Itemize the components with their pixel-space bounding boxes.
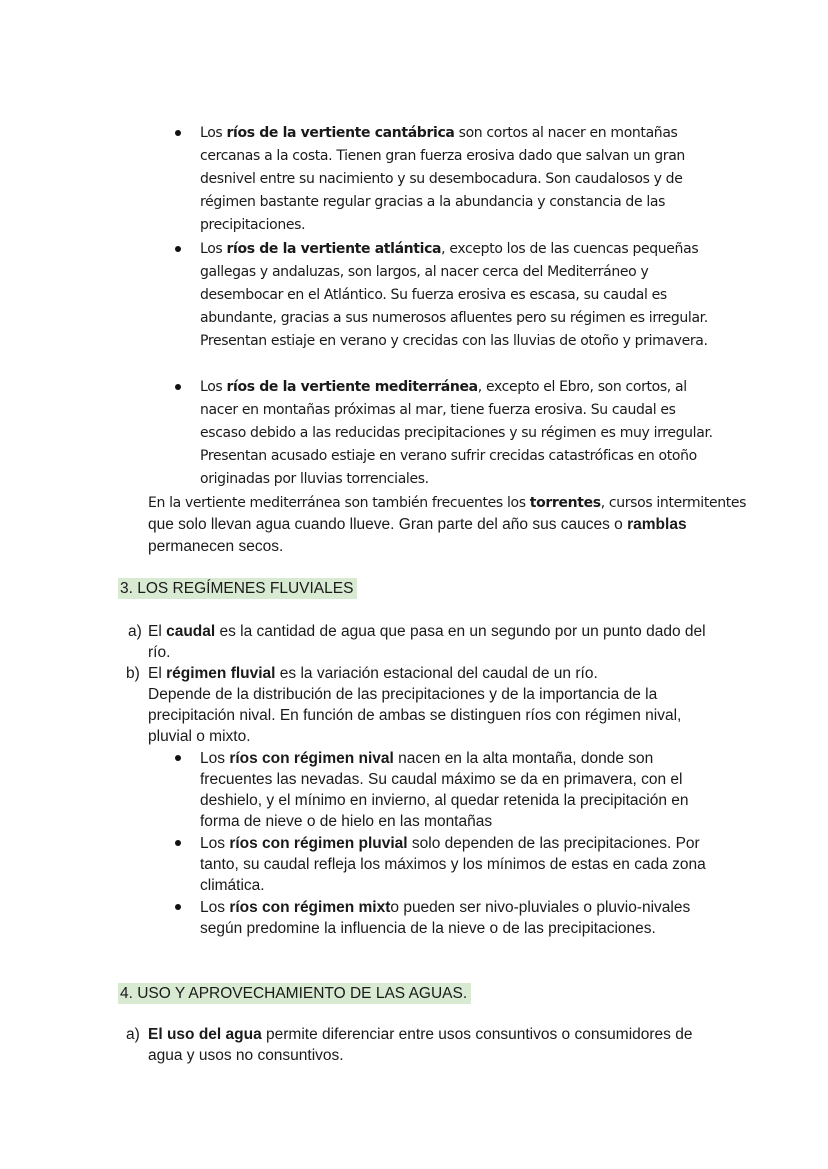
text-run: nacen en la alta montaña, donde son frecuentes las nevadas. Su caudal máximo se da en primavera, con el deshielo, y el mínimo en invierno, al quedar retenida la precipitación en forma de nieve o de hielo en las montañas: [200, 750, 689, 830]
bullet-icon: [175, 840, 181, 846]
text-run: es la variación estacional del caudal de un río.: [275, 665, 598, 682]
list-marker-a: a): [126, 1026, 140, 1043]
bullet-icon: [175, 246, 181, 252]
bold-term: El uso del agua: [148, 1026, 262, 1043]
paragraph-vertiente-cantabrica: [200, 122, 720, 237]
bold-term: ramblas: [627, 516, 687, 533]
paragraph-regimen-pluvial: [200, 833, 720, 896]
bold-term: ríos de la vertiente atlántica: [226, 241, 442, 257]
bullet-icon: [175, 384, 181, 390]
bold-term: ríos con régimen nival: [229, 750, 394, 767]
text-run: Depende de la distribución de las precipitaciones y de la importancia de la precipitación nival. En función de ambas se distinguen ríos con régimen nival, pluvial o mixto.: [148, 686, 682, 745]
paragraph-regimen-mixto: [200, 897, 700, 939]
text-run: solo dependen de las precipitaciones. Por tanto, su caudal refleja los máximos y los mínimos de estas en cada zona climática.: [200, 835, 706, 894]
text-run: El: [148, 623, 167, 640]
section-3-heading: [118, 578, 357, 599]
paragraph-regimen-fluvial: [148, 663, 718, 684]
paragraph-caudal: [148, 621, 718, 663]
text-run: , excepto el Ebro, son cortos, al nacer en montañas próximas al mar, tiene fuerza erosiva. Su caudal es escaso debido a las reducidas precipitaciones y su régimen es muy irregular. Presentan acusado estiaje en verano sufrir crecidas catastróficas en otoño originadas por lluvias torrenciales.: [200, 379, 713, 487]
text-run: permanecen secos.: [148, 538, 284, 555]
text-run: Los: [200, 750, 230, 767]
paragraph-regimen-nival: [200, 748, 728, 832]
list-marker-b: b): [126, 665, 140, 682]
text-run: En la vertiente mediterránea son también frecuentes los: [148, 495, 530, 511]
paragraph-vertiente-atlantica: [200, 238, 722, 353]
text-run: , cursos intermitentes: [600, 495, 747, 511]
text-run: que solo llevan agua cuando llueve. Gran parte del año sus cauces o: [148, 516, 628, 533]
bold-term: ríos con régimen pluvial: [229, 835, 408, 852]
heading-text: 3. LOS REGÍMENES FLUVIALES: [118, 578, 357, 599]
text-run: Los: [200, 379, 227, 395]
text-run: Los: [200, 899, 230, 916]
bold-term: caudal: [166, 623, 216, 640]
text-run: Los: [200, 125, 227, 141]
text-run: son cortos al nacer en montañas cercanas a la costa. Tienen gran fuerza erosiva dado que salvan un gran desnivel entre su nacimiento y su desembocadura. Son caudalosos y de régimen bastante regular gracias a la abundancia y constancia de las precipitaciones.: [200, 125, 685, 233]
text-run: Los: [200, 241, 227, 257]
bullet-icon: [175, 755, 181, 761]
paragraph-torrentes-line-1: [148, 492, 748, 515]
paragraph-torrentes-line-3: [148, 536, 748, 557]
heading-text: 4. USO Y APROVECHAMIENTO DE LAS AGUAS.: [118, 983, 471, 1004]
bullet-icon: [175, 904, 181, 910]
bold-term: ríos de la vertiente cantábrica: [226, 125, 455, 141]
text-run: El: [148, 665, 167, 682]
text-run: o pueden ser nivo-pluviales o pluvio-nivales según predomine la influencia de la nieve o de las precipitaciones.: [200, 899, 691, 937]
paragraph-torrentes-line-2: [148, 514, 748, 535]
paragraph-uso-del-agua: [148, 1024, 723, 1066]
bold-term: ríos de la vertiente mediterránea: [226, 379, 478, 395]
text-run: Los: [200, 835, 230, 852]
text-run: , excepto los de las cuencas pequeñas gallegas y andaluzas, son largos, al nacer cerca del Mediterráneo y desembocar en el Atlántico. Su fuerza erosiva es escasa, su caudal es abundante, gracias a sus numerosos afluentes pero su régimen es irregular. Presentan estiaje en verano y crecidas con las lluvias de otoño y primavera.: [200, 241, 708, 349]
bullet-icon: [175, 130, 181, 136]
text-run: permite diferenciar entre usos consuntivos o consumidores de agua y usos no consuntivos.: [148, 1026, 693, 1064]
bold-term: régimen fluvial: [166, 665, 276, 682]
paragraph-vertiente-mediterranea: [200, 376, 720, 491]
paragraph-regimen-detail: [148, 684, 713, 747]
section-4-heading: [118, 983, 471, 1004]
bold-term: torrentes: [529, 495, 601, 511]
list-marker-a: a): [128, 623, 142, 640]
bold-term: ríos con régimen mixt: [229, 899, 391, 916]
text-run: es la cantidad de agua que pasa en un segundo por un punto dado del río.: [148, 623, 706, 661]
